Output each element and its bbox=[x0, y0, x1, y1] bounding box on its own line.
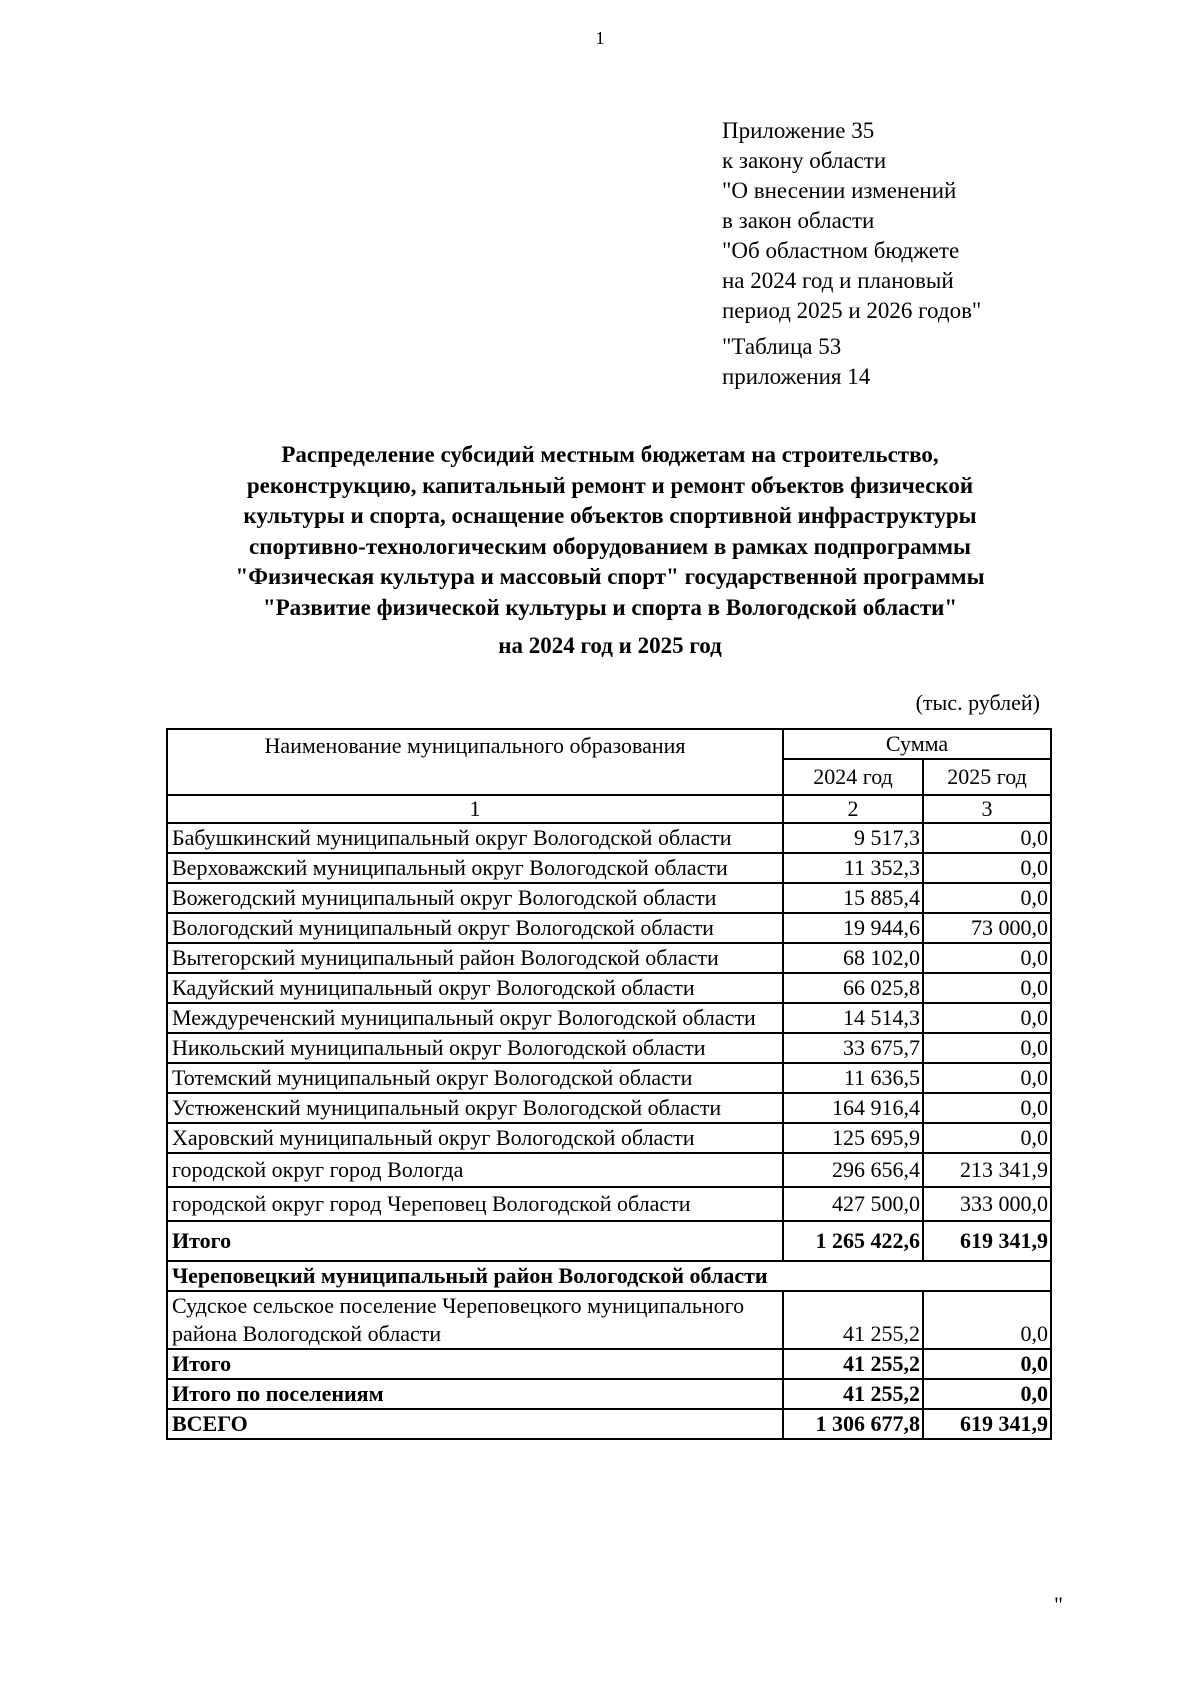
table-row bbox=[167, 1063, 1051, 1093]
appendix-line: Приложение 35 bbox=[722, 118, 875, 143]
row-2025: 0,0 bbox=[923, 853, 1051, 883]
table-row bbox=[167, 1291, 1051, 1349]
title-line: Распределение субсидий местным бюджетам на строительство, bbox=[281, 442, 939, 467]
header-sum-col: Сумма bbox=[783, 729, 1051, 759]
appendix-line: "О внесении изменений bbox=[722, 178, 957, 203]
closing-quote: " bbox=[1054, 1592, 1063, 1617]
row-2025: 0,0 bbox=[923, 1063, 1051, 1093]
row-name: Верховажский муниципальный округ Вологодской области bbox=[167, 853, 783, 883]
table-row bbox=[167, 1153, 1051, 1187]
title-line: реконструкцию, капитальный ремонт и ремонт объектов физической bbox=[246, 472, 974, 498]
row-2024: 15 885,4 bbox=[783, 883, 923, 913]
row-2025: 73 000,0 bbox=[923, 913, 1051, 943]
grand-total-row bbox=[167, 1409, 1051, 1439]
column-number: 1 bbox=[167, 795, 783, 823]
row-name: Харовский муниципальный округ Вологодской области bbox=[167, 1123, 783, 1153]
row-name: Междуреченский муниципальный округ Вологодской области bbox=[167, 1003, 783, 1033]
title-line: культуры и спорта, оснащение объектов спортивной инфраструктуры bbox=[243, 503, 977, 528]
appendix-line: "Об областном бюджете bbox=[722, 238, 960, 263]
title-line: "Физическая культура и массовый спорт" государственной программы bbox=[235, 564, 985, 589]
header-year-2024: 2024 год bbox=[783, 759, 923, 795]
row-name: городской округ город Вологда bbox=[167, 1153, 783, 1187]
table-row bbox=[167, 1123, 1051, 1153]
table-row bbox=[167, 1093, 1051, 1123]
row-2025: 0,0 bbox=[923, 1033, 1051, 1063]
title-period: на 2024 год и 2025 год bbox=[498, 633, 722, 658]
row-2025: 0,0 bbox=[923, 823, 1051, 853]
row-2024: 125 695,9 bbox=[783, 1123, 923, 1153]
row-2025: 0,0 bbox=[923, 1123, 1051, 1153]
row-2025: 213 341,9 bbox=[923, 1153, 1051, 1187]
table-header-row bbox=[167, 729, 1051, 759]
grand-total-2025: 619 341,9 bbox=[923, 1409, 1051, 1439]
row-2024: 33 675,7 bbox=[783, 1033, 923, 1063]
row-name: Судское сельское поселение Череповецкого муниципального района Вологодской области bbox=[167, 1291, 783, 1349]
row-2024: 41 255,2 bbox=[783, 1291, 923, 1349]
total-2024: 41 255,2 bbox=[783, 1349, 923, 1379]
total-label: Итого по поселениям bbox=[167, 1379, 783, 1409]
row-name: Тотемский муниципальный округ Вологодской области bbox=[167, 1063, 783, 1093]
row-2025: 0,0 bbox=[923, 1093, 1051, 1123]
row-name: Вологодский муниципальный округ Вологодской области bbox=[167, 913, 783, 943]
row-2025: 333 000,0 bbox=[923, 1187, 1051, 1221]
document-title bbox=[160, 440, 1060, 662]
table-row bbox=[167, 973, 1051, 1003]
row-2024: 11 636,5 bbox=[783, 1063, 923, 1093]
row-name: Вытегорский муниципальный район Вологодской области bbox=[167, 943, 783, 973]
table-row bbox=[167, 1003, 1051, 1033]
row-2024: 164 916,4 bbox=[783, 1093, 923, 1123]
appendix-line: период 2025 и 2026 годов" bbox=[722, 298, 982, 323]
table-row bbox=[167, 1187, 1051, 1221]
row-2024: 11 352,3 bbox=[783, 853, 923, 883]
table-row bbox=[167, 943, 1051, 973]
header-year-2025: 2025 год bbox=[923, 759, 1051, 795]
total-2024: 41 255,2 bbox=[783, 1379, 923, 1409]
table-row bbox=[167, 853, 1051, 883]
subsidy-table bbox=[166, 728, 1052, 1440]
total-2025: 0,0 bbox=[923, 1349, 1051, 1379]
row-2024: 296 656,4 bbox=[783, 1153, 923, 1187]
row-name: Никольский муниципальный округ Вологодской области bbox=[167, 1033, 783, 1063]
page-number: 1 bbox=[595, 28, 605, 48]
total-row bbox=[167, 1349, 1051, 1379]
appendix-line: в закон области bbox=[722, 208, 875, 233]
section-title: Череповецкий муниципальный район Вологодской области bbox=[167, 1261, 1051, 1291]
row-2025: 0,0 bbox=[923, 943, 1051, 973]
row-name: городской округ город Череповец Вологодской области bbox=[167, 1187, 783, 1221]
total-label: Итого bbox=[167, 1349, 783, 1379]
grand-total-2024: 1 306 677,8 bbox=[783, 1409, 923, 1439]
column-number: 2 bbox=[783, 795, 923, 823]
row-name: Устюженский муниципальный округ Вологодской области bbox=[167, 1093, 783, 1123]
total-settlements-row bbox=[167, 1379, 1051, 1409]
total-row bbox=[167, 1221, 1051, 1261]
row-name: Вожегодский муниципальный округ Вологодской области bbox=[167, 883, 783, 913]
row-2024: 66 025,8 bbox=[783, 973, 923, 1003]
title-line: спортивно-технологическим оборудованием в рамках подпрограммы bbox=[249, 533, 971, 559]
appendix-block bbox=[722, 116, 981, 392]
table-row bbox=[167, 1033, 1051, 1063]
table-row bbox=[167, 823, 1051, 853]
table-ref-line: приложения 14 bbox=[722, 364, 871, 389]
appendix-line: на 2024 год и плановый bbox=[722, 268, 954, 293]
row-2025: 0,0 bbox=[923, 883, 1051, 913]
total-2025: 619 341,9 bbox=[923, 1221, 1051, 1261]
row-2025: 0,0 bbox=[923, 973, 1051, 1003]
row-2024: 427 500,0 bbox=[783, 1187, 923, 1221]
row-2024: 68 102,0 bbox=[783, 943, 923, 973]
row-2024: 14 514,3 bbox=[783, 1003, 923, 1033]
row-2025: 0,0 bbox=[923, 1003, 1051, 1033]
total-2025: 0,0 bbox=[923, 1379, 1051, 1409]
table-row bbox=[167, 883, 1051, 913]
row-2025: 0,0 bbox=[923, 1291, 1051, 1349]
total-2024: 1 265 422,6 bbox=[783, 1221, 923, 1261]
appendix-line: к закону области bbox=[722, 148, 887, 173]
row-2024: 9 517,3 bbox=[783, 823, 923, 853]
table-row bbox=[167, 913, 1051, 943]
row-name: Бабушкинский муниципальный округ Вологодской области bbox=[167, 823, 783, 853]
grand-total-label: ВСЕГО bbox=[167, 1409, 783, 1439]
column-number: 3 bbox=[923, 795, 1051, 823]
total-label: Итого bbox=[167, 1221, 783, 1261]
table-ref-line: "Таблица 53 bbox=[722, 334, 842, 359]
section-header-row bbox=[167, 1261, 1051, 1291]
title-line: "Развитие физической культуры и спорта в Вологодской области" bbox=[262, 594, 958, 620]
row-name: Кадуйский муниципальный округ Вологодской области bbox=[167, 973, 783, 1003]
row-2024: 19 944,6 bbox=[783, 913, 923, 943]
header-name-col: Наименование муниципального образования bbox=[167, 729, 783, 795]
table-column-numbers bbox=[167, 795, 1051, 823]
units-label: (тыс. рублей) bbox=[915, 690, 1040, 715]
